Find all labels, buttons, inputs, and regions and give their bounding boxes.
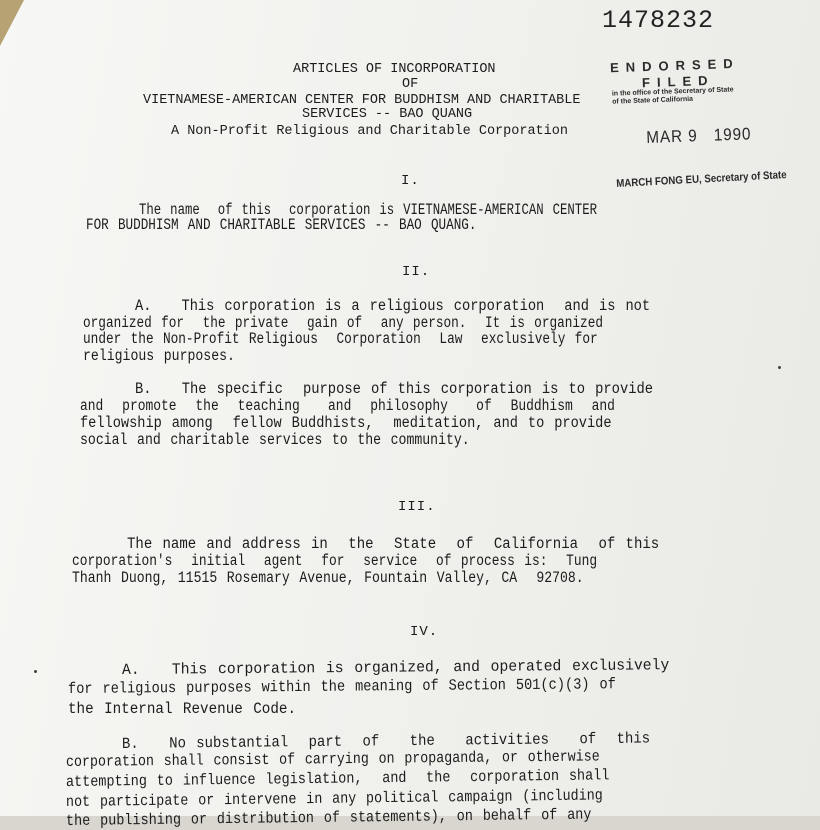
article-2-b-line-4: social and charitable services to the community. [80, 431, 470, 449]
article-4-b-line-1: B. No substantial part of the activities of this [121, 729, 651, 753]
file-number: 1478232 [602, 6, 715, 35]
title-line-4: SERVICES -- BAO QUANG [302, 107, 473, 122]
article-1-line-2: FOR BUDDHISM AND CHARITABLE SERVICES -- BAO QUANG. [86, 216, 477, 234]
title-line-1: ARTICLES OF INCORPORATION [293, 62, 496, 77]
stamp-office-text [612, 85, 762, 106]
article-2-a-line-3: under the Non-Profit Religious Corporation Law exclusively for [83, 330, 598, 348]
article-4-a-line-1: A. This corporation is organized, and operated exclusively [121, 656, 670, 679]
article-4-b-line-3: attempting to influence legislation, and the corporation shall [65, 766, 610, 791]
article-2-b-line-2: and promote the teaching and philosophy of Buddhism and [80, 397, 615, 415]
stamp-endorsed: ENDORSED [609, 55, 740, 76]
article-4-a-line-3: the Internal Revenue Code. [68, 700, 297, 718]
article-3-line-2: corporation's initial agent for service of process is: Tung [72, 552, 598, 570]
stamp-date-month-day: MAR 9 [646, 126, 698, 147]
background-corner [0, 0, 24, 46]
article-2-a-line-4: religious purposes. [83, 347, 235, 365]
stamp-date [646, 124, 752, 148]
article-4-a-line-2: for religious purposes within the meaning of Section 501(c)(3) of [67, 675, 616, 698]
article-3-line-1: The name and address in the State of California of this [127, 535, 660, 553]
article-4-b-line-2: corporation shall consist of carrying on propaganda, or otherwise [65, 747, 600, 771]
stamp-date-year: 1990 [713, 124, 752, 145]
stamp-secretary: MARCH FONG EU, Secretary of State [616, 169, 787, 190]
article-4-b-line-4: not participate or intervene in any political campaign (including [65, 786, 603, 811]
article-2-heading: II. [402, 264, 431, 280]
article-4-b-line-5: the publishing or distribution of statements), on behalf of any [65, 805, 592, 830]
article-1-heading: I. [401, 173, 420, 189]
print-speck [778, 366, 781, 369]
article-4-heading: IV. [410, 624, 439, 640]
stamp-office-line2: of the State of California [612, 95, 694, 106]
article-3-heading: III. [398, 499, 436, 515]
title-line-2: OF [402, 77, 419, 92]
article-2-a-line-2: organized for the private gain of any person. It is organized [83, 314, 604, 332]
article-2-a-line-1: A. This corporation is a religious corporation and is not [135, 297, 651, 315]
stamp-filed: FILED [641, 72, 715, 91]
article-1-line-1: The name of this corporation is VIETNAMESE-AMERICAN CENTER [139, 201, 597, 219]
article-2-b-line-1: B. The specific purpose of this corporation is to provide [135, 380, 654, 398]
article-3-line-3: Thanh Duong, 11515 Rosemary Avenue, Fountain Valley, CA 92708. [72, 569, 584, 587]
print-speck [34, 670, 37, 673]
title-line-5: A Non-Profit Religious and Charitable Corporation [171, 124, 568, 139]
article-2-b-line-3: fellowship among fellow Buddhists, meditation, and to provide [80, 414, 612, 432]
title-line-3: VIETNAMESE-AMERICAN CENTER FOR BUDDHISM AND CHARITABLE [143, 93, 581, 108]
stamp-office-line1: in the office of the Secretary of State [611, 86, 734, 98]
